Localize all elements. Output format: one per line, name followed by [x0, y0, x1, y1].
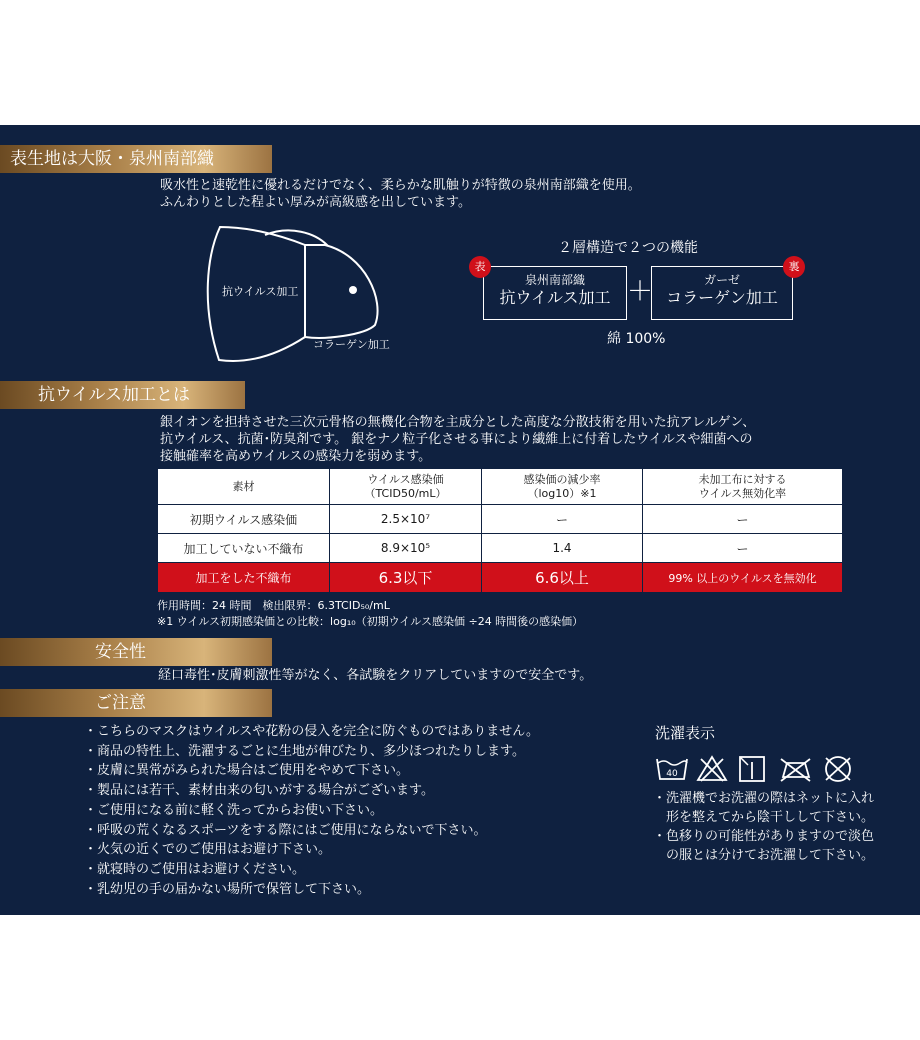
table-cell: 2.5×10⁷: [330, 505, 482, 534]
list-item: ・製品には若干、素材由来の匂いがする場合がございます。: [84, 783, 434, 799]
list-item: ・呼吸の荒くなるスポーツをする際にはご使用にならないで下さい。: [84, 822, 487, 838]
fabric-heading: [0, 145, 272, 173]
back-layer-line2: コラーゲン加工: [666, 288, 778, 307]
table-row-highlight: [158, 563, 843, 593]
test-note-1: 作用時間：24 時間 検出限界：6.3TCID₅₀/mL: [157, 599, 390, 612]
fabric-desc-1: 吸水性と速乾性に優れるだけでなく、柔らかな肌触りが特徴の泉州南部織を使用。: [160, 178, 641, 193]
antivirus-heading: [0, 381, 245, 409]
material-label: 綿 100%: [607, 331, 666, 347]
washing-note: ・色移りの可能性がありますので淡色: [653, 829, 875, 844]
front-layer-line2: 抗ウイルス加工: [499, 288, 611, 307]
antivirus-desc-3: 接触確率を高めウイルスの感染力を弱めます。: [160, 449, 432, 464]
plus-icon: ＋: [627, 277, 654, 307]
mask-label-outer: コラーゲン加工: [313, 338, 390, 351]
antivirus-desc-1: 銀イオンを担持させた三次元骨格の無機化合物を主成分とした高度な分散技術を用いた抗アレルゲン、: [160, 415, 756, 430]
table-cell: ー: [643, 505, 843, 534]
table-cell: ー: [643, 534, 843, 563]
list-item: ・乳幼児の手の届かない場所で保管して下さい。: [84, 881, 371, 897]
table-cell: 8.9×10⁵: [330, 534, 482, 563]
back-layer-line1: ガーゼ: [704, 273, 740, 287]
list-item: ・商品の特性上、洗濯するごとに生地が伸びたり、多少ほつれたりします。: [84, 743, 525, 759]
caution-heading: [0, 689, 272, 717]
washing-note: 形を整えてから陰干しして下さい。: [653, 810, 875, 825]
front-layer-line1: 泉州南部織: [524, 273, 585, 287]
layer-diagram-title: ２層構造で２つの機能: [558, 240, 698, 256]
safety-heading-text: 安全性: [95, 642, 146, 662]
front-badge: 表: [469, 256, 491, 278]
washing-notes: [653, 789, 874, 865]
no-bleach-icon: [696, 755, 728, 783]
table-header: 素材: [158, 469, 330, 505]
caution-heading-text: ご注意: [95, 693, 146, 713]
test-note-2: ※1 ウイルス初期感染価との比較：log₁₀（初期ウイルス感染価 ÷24 時間後の感染価）: [157, 615, 584, 628]
table-cell: 1.4: [482, 534, 643, 563]
washing-note: ・洗濯機でお洗濯の際はネットに入れ: [653, 791, 875, 806]
fabric-heading-text: 表生地は大阪・泉州南部織: [10, 149, 214, 169]
no-iron-icon: [777, 755, 813, 783]
table-cell: 6.6以上: [482, 563, 643, 593]
results-table: [157, 468, 843, 593]
mask-label-inner: 抗ウイルス加工: [222, 285, 299, 298]
table-header: ウイルス感染価 （TCID50/mL）: [330, 469, 482, 505]
antivirus-heading-text: 抗ウイルス加工とは: [38, 385, 190, 405]
list-item: ・ご使用になる前に軽く洗ってからお使い下さい。: [84, 802, 384, 818]
table-cell: 6.3以下: [330, 563, 482, 593]
list-item: ・こちらのマスクはウイルスや花粉の侵入を完全に防ぐものではありません。: [84, 724, 540, 739]
wash-40-icon: [655, 755, 689, 783]
table-cell: ー: [482, 505, 643, 534]
table-row: [158, 505, 843, 534]
table-cell: 初期ウイルス感染価: [158, 505, 330, 534]
wash-temp: 40: [666, 769, 678, 779]
list-item: ・就寝時のご使用はお避けください。: [84, 861, 306, 877]
table-header: 未加工布に対する ウイルス無効化率: [643, 469, 843, 505]
list-item: ・皮膚に異常がみられた場合はご使用をやめて下さい。: [84, 763, 410, 779]
table-cell: 加工をした不織布: [158, 563, 330, 593]
washing-note: の服とは分けてお洗濯して下さい。: [653, 848, 875, 863]
safety-text: 経口毒性･皮膚刺激性等がなく、各試験をクリアしていますので安全です。: [158, 668, 593, 683]
back-layer-box: [651, 266, 793, 320]
front-layer-box: [483, 266, 627, 320]
table-header-row: [158, 469, 843, 505]
back-badge: 裏: [783, 256, 805, 278]
table-cell: 99% 以上のウイルスを無効化: [643, 563, 843, 593]
list-item: ・火気の近くでのご使用はお避け下さい。: [84, 842, 332, 858]
table-row: [158, 534, 843, 563]
table-cell: 加工していない不織布: [158, 534, 330, 563]
washing-title: 洗濯表示: [655, 724, 716, 742]
safety-heading: [0, 638, 272, 666]
line-dry-shade-icon: [738, 755, 766, 783]
fabric-desc-2: ふんわりとした程よい厚みが高級感を出しています。: [160, 195, 471, 210]
antivirus-desc-2: 抗ウイルス、抗菌･防臭剤です。 銀をナノ粒子化させる事により繊維上に付着したウイルスや細菌への: [160, 432, 753, 447]
no-dry-clean-icon: [822, 755, 854, 783]
caution-list: [84, 722, 539, 899]
table-header: 感染価の減少率 （log10）※1: [482, 469, 643, 505]
